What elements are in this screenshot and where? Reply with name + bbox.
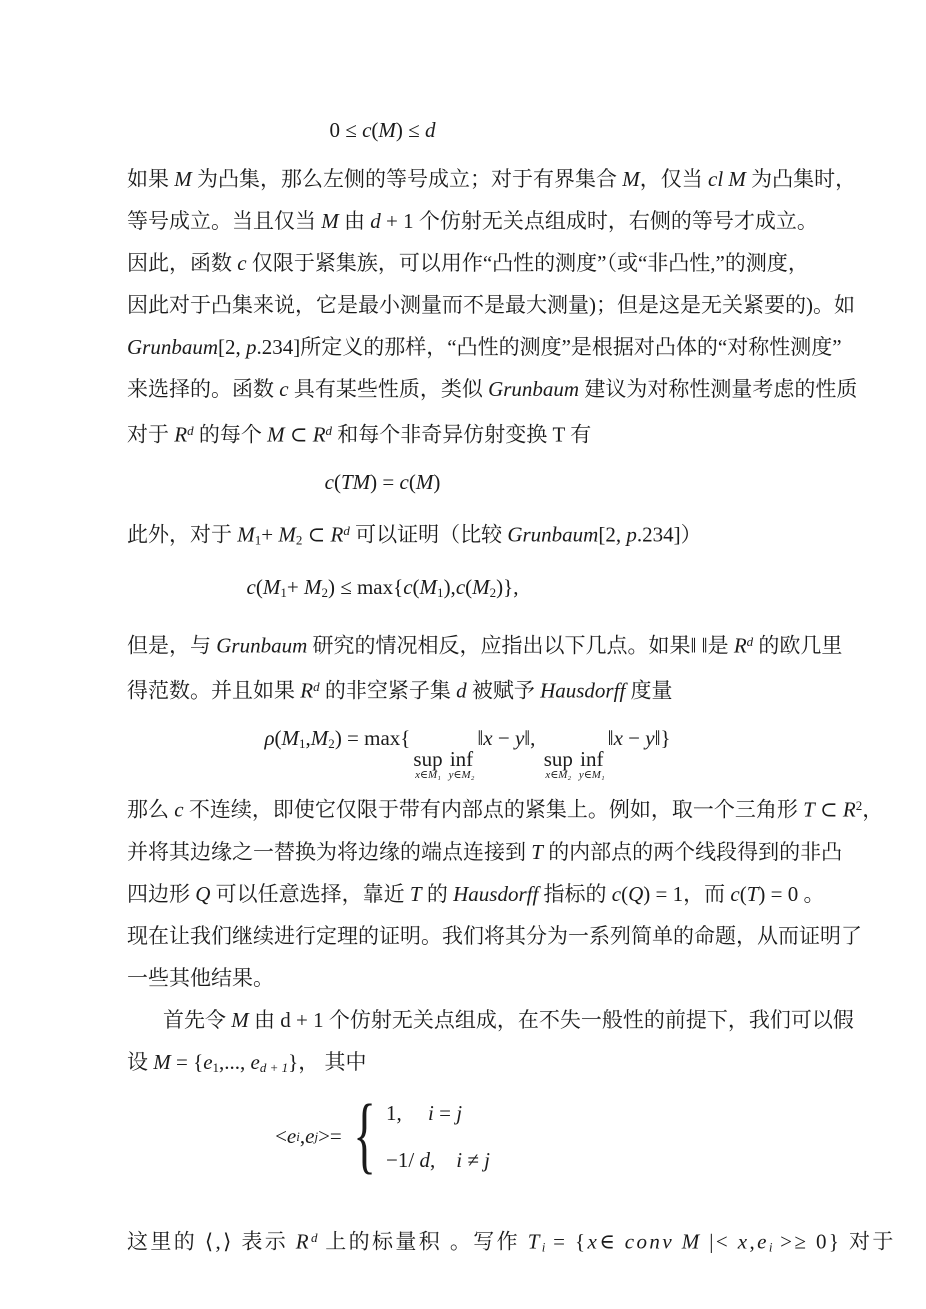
text-segment: + 1 个仿射无关点组成时，右侧的等号才成立。 xyxy=(380,209,818,233)
text-segment: ) ≤ xyxy=(395,118,425,142)
text-segment: + xyxy=(286,574,304,599)
text-segment: 度量 xyxy=(625,678,673,703)
text-segment: d xyxy=(456,678,467,703)
text-segment: M xyxy=(321,209,339,233)
text-segment: conv M xyxy=(624,1229,702,1254)
text-segment: Q xyxy=(195,881,211,906)
text-segment: 此外，对于 xyxy=(127,522,238,546)
text-segment: 1 xyxy=(299,735,306,751)
text-segment: 1 xyxy=(280,584,287,600)
text-segment: ， xyxy=(862,797,884,822)
text-segment: 2 xyxy=(328,735,335,751)
text-line xyxy=(127,666,808,712)
text-segment: M xyxy=(378,118,396,142)
text-segment: y xyxy=(514,725,525,750)
text-segment: i xyxy=(428,1100,434,1125)
text-segment: R xyxy=(295,1229,312,1254)
text-segment: ∈ xyxy=(599,1229,625,1254)
inner-product-lhs xyxy=(275,1124,342,1149)
text-segment: 的非空紧子集 xyxy=(319,678,457,703)
text-segment: d xyxy=(746,633,754,649)
text-segment: M xyxy=(262,574,281,599)
text-segment: − xyxy=(622,725,646,750)
text-line xyxy=(127,1041,808,1089)
text-segment: 由 xyxy=(338,209,371,233)
text-segment: , xyxy=(305,725,311,750)
text-segment: d xyxy=(424,118,436,142)
text-segment: , xyxy=(749,1229,758,1254)
text-segment: ( xyxy=(412,574,420,599)
text-segment: T xyxy=(409,881,422,906)
text-segment: M xyxy=(278,522,296,546)
text-segment: ) = xyxy=(370,469,400,494)
text-segment: 具有某些性质，类似 xyxy=(288,377,489,401)
text-segment: ) = 0 。 xyxy=(758,881,825,906)
text-segment: + xyxy=(261,522,279,546)
text-segment: j xyxy=(314,1128,319,1144)
text-segment: Grunbaum xyxy=(127,335,219,359)
text-segment: 仅限于紧集族，可以用作“凸性的测度”（或“非凸性,”的测度， xyxy=(246,251,809,275)
text-segment: 等号成立。当且仅当 xyxy=(127,209,322,233)
text-segment: ( xyxy=(255,574,263,599)
text-segment: T xyxy=(531,839,543,864)
text-segment: ，仅当 xyxy=(639,167,708,191)
text-segment: 现在让我们继续进行定理的证明。我们将其分为一系列简单的命题，从而证明了 xyxy=(127,923,862,948)
text-segment: d xyxy=(343,522,350,538)
text-segment: 上的标量积 。写作 xyxy=(317,1229,528,1254)
text-line xyxy=(127,284,855,326)
text-segment: ( xyxy=(333,469,341,494)
text-line xyxy=(127,158,857,200)
text-line xyxy=(127,200,818,242)
text-segment: Grunbaum xyxy=(216,633,308,658)
text-segment: T xyxy=(803,797,815,822)
text-segment: c xyxy=(174,797,184,822)
text-segment: M xyxy=(472,574,490,599)
text-segment: p xyxy=(626,522,637,546)
text-segment: e xyxy=(757,1229,769,1254)
text-segment: Q xyxy=(628,881,644,906)
text-segment: c xyxy=(730,881,740,906)
text-segment: j xyxy=(456,1100,463,1125)
text-segment: 2 xyxy=(489,584,497,600)
text-line xyxy=(127,1217,896,1268)
text-segment: e xyxy=(286,1124,297,1149)
text-segment: M xyxy=(174,167,192,191)
text-segment: Grunbaum xyxy=(507,522,599,546)
text-segment: c xyxy=(324,469,334,494)
operator-limit: x∈M₂ xyxy=(545,769,572,782)
text-segment: 为凸集时， xyxy=(745,167,857,191)
text-segment: x xyxy=(613,725,623,750)
text-line xyxy=(127,873,825,915)
text-segment: 不连续，即使它仅限于带有内部点的紧集上。例如，取一个三角形 xyxy=(183,797,804,822)
limit-operator xyxy=(413,746,443,782)
text-segment: i xyxy=(541,1239,546,1255)
text-line xyxy=(127,999,854,1041)
text-segment: 的欧几里 xyxy=(753,633,843,658)
text-segment: R xyxy=(174,422,188,447)
text-segment: >≥ 0} 对于 xyxy=(772,1229,896,1254)
text-segment: Hausdorff xyxy=(540,678,626,703)
text-line xyxy=(127,621,843,667)
text-segment: c xyxy=(455,574,466,599)
text-segment: y xyxy=(645,725,655,750)
text-segment: 来选择的。函数 xyxy=(127,377,280,401)
text-segment: 和每个非奇异仿射变换 T 有 xyxy=(332,422,592,447)
text-segment: 的 xyxy=(421,881,454,906)
text-segment: R xyxy=(330,522,344,546)
text-segment: d xyxy=(370,209,381,233)
text-segment: 1 xyxy=(254,531,262,547)
text-segment: c xyxy=(399,469,409,494)
cases-formula: < e i , e j >= { 1, i = j −1/ d, i ≠ j xyxy=(275,1085,490,1182)
text-line xyxy=(127,326,842,368)
text-segment: Hausdorff xyxy=(453,881,539,906)
formula-line xyxy=(127,714,808,782)
text-segment: c xyxy=(279,377,289,401)
text-segment: M xyxy=(267,422,285,447)
text-segment: ) ≤ max{ xyxy=(327,574,404,599)
text-segment: 可以任意选择，靠近 xyxy=(210,881,410,906)
text-segment: 因此对于凸集来说，它是最小测量而不是最大测量)；但是这是无关紧要的)。如 xyxy=(127,293,855,317)
text-segment: ( xyxy=(408,469,416,494)
text-segment: ( xyxy=(621,881,629,906)
text-segment: ) xyxy=(433,469,441,494)
text-segment: M xyxy=(231,1007,249,1032)
text-segment: , xyxy=(429,1147,457,1172)
text-segment: 那么 xyxy=(127,797,175,822)
text-segment: ‖ ‖ xyxy=(690,633,708,658)
text-segment: 被赋予 xyxy=(466,678,541,703)
text-segment: M xyxy=(303,574,322,599)
text-segment: M xyxy=(415,469,434,494)
text-segment: ρ xyxy=(264,725,275,750)
text-segment: |< xyxy=(701,1229,738,1254)
text-segment: i xyxy=(768,1239,773,1255)
text-segment: R xyxy=(300,678,314,703)
text-segment: M xyxy=(419,574,438,599)
text-segment: ( xyxy=(274,725,282,750)
text-segment: 0 ≤ xyxy=(329,118,363,142)
operator-name: inf xyxy=(580,746,604,771)
text-segment: ‖} xyxy=(654,725,671,750)
text-segment: 2 xyxy=(321,584,328,600)
text-line xyxy=(127,410,808,456)
text-segment: M xyxy=(622,167,640,191)
text-segment: j xyxy=(484,1147,490,1172)
text-line xyxy=(127,368,858,410)
text-segment: )}, xyxy=(496,574,519,599)
text-segment: 1 xyxy=(437,584,444,600)
text-segment: 首先令 xyxy=(163,1007,232,1032)
text-segment: 可以证明（比较 xyxy=(349,522,508,546)
text-segment: ), xyxy=(443,574,456,599)
text-segment: c xyxy=(237,251,247,275)
operator-limit: y∈M₁ xyxy=(578,769,605,782)
text-segment: − xyxy=(492,725,515,750)
text-segment: i xyxy=(296,1128,300,1144)
text-segment: M xyxy=(153,1049,171,1074)
text-segment: c xyxy=(362,118,372,142)
text-segment: }， 其中 xyxy=(288,1049,367,1074)
cases-row xyxy=(386,1148,490,1173)
text-segment: 这里的 ⟨,⟩ 表示 xyxy=(127,1229,296,1254)
text-segment: M xyxy=(237,522,255,546)
text-segment: p xyxy=(246,335,257,359)
text-segment: ⊂ xyxy=(814,797,843,822)
text-segment: d xyxy=(419,1147,430,1172)
text-segment: M xyxy=(310,725,329,750)
text-segment: M xyxy=(281,725,300,750)
text-segment: e xyxy=(305,1124,315,1149)
text-segment: , xyxy=(299,1124,306,1149)
operator-limit: x∈M₁ xyxy=(415,769,441,782)
formula-line xyxy=(127,458,808,506)
text-segment: ⊂ xyxy=(284,422,313,447)
text-segment: 的内部点的两个线段得到的非凸 xyxy=(542,839,843,864)
text-segment: 一些其他结果。 xyxy=(127,965,274,990)
text-segment: ‖, xyxy=(524,725,541,750)
operator-name: sup xyxy=(543,746,573,771)
text-segment: R xyxy=(842,797,856,822)
text-segment: 为凸集，那么左侧的等号成立；对于有界集合 xyxy=(191,167,623,191)
text-segment: 如果 xyxy=(127,167,175,191)
cases-rows xyxy=(386,1101,490,1173)
text-segment: ) = 1，而 xyxy=(643,881,731,906)
text-segment: Grunbaum xyxy=(488,377,580,401)
text-segment: ( xyxy=(739,881,747,906)
text-segment: >= xyxy=(318,1124,342,1149)
text-segment: ,..., xyxy=(219,1049,251,1074)
text-segment: < xyxy=(275,1124,287,1149)
text-segment: = xyxy=(433,1100,457,1125)
text-segment: 但是，与 xyxy=(127,633,217,658)
text-segment: ( xyxy=(465,574,473,599)
text-segment: 因此，函数 xyxy=(127,251,238,275)
text-segment: ⊂ xyxy=(302,522,331,546)
formula-line xyxy=(127,106,808,154)
text-segment: .234]） xyxy=(636,522,702,546)
formula-line xyxy=(127,563,808,617)
text-segment: 1 xyxy=(212,1059,220,1075)
text-segment: 对于 xyxy=(127,422,175,447)
text-segment: −1/ xyxy=(386,1147,420,1172)
text-line xyxy=(127,831,843,873)
text-line xyxy=(127,242,808,284)
text-segment: 2 xyxy=(855,798,863,814)
text-segment: [2, xyxy=(598,522,627,546)
operator-name: inf xyxy=(449,746,474,771)
limit-operator xyxy=(448,746,475,782)
text-segment: R xyxy=(733,633,747,658)
limit-operator xyxy=(543,746,573,782)
text-segment: x xyxy=(483,725,493,750)
text-segment: d + 1 xyxy=(259,1059,289,1075)
text-segment: 建议为对称性测量考虑的性质 xyxy=(579,377,858,401)
text-segment: c xyxy=(403,574,413,599)
text-line xyxy=(127,785,884,831)
text-segment: ≠ xyxy=(462,1147,485,1172)
text-segment: d xyxy=(313,679,320,695)
text-segment: e xyxy=(250,1049,260,1074)
text-segment: d xyxy=(325,423,333,438)
text-segment: e xyxy=(203,1049,213,1074)
text-segment: T xyxy=(527,1229,542,1254)
text-segment: c xyxy=(246,574,256,599)
text-segment: R xyxy=(312,422,326,447)
text-segment: [2, xyxy=(218,335,247,359)
text-line xyxy=(127,957,808,999)
text-segment: 并将其边缘之一替换为将边缘的端点连接到 xyxy=(127,839,532,864)
text-segment: d xyxy=(187,423,194,438)
text-segment: TM xyxy=(340,469,371,494)
text-segment: ‖ xyxy=(477,725,484,750)
text-line xyxy=(127,915,862,957)
text-segment: 指标的 xyxy=(538,881,612,906)
cases-row xyxy=(386,1101,490,1126)
text-segment: x xyxy=(737,1229,750,1254)
text-segment: 的每个 xyxy=(193,422,268,447)
text-segment: 是 xyxy=(707,633,734,658)
text-line xyxy=(127,510,808,561)
text-segment: 由 d + 1 个仿射无关点组成，在不失一般性的前提下，我们可以假 xyxy=(248,1007,854,1032)
text-segment: 设 xyxy=(127,1049,154,1074)
text-segment: 1, xyxy=(386,1100,429,1125)
operator-name: sup xyxy=(413,746,443,771)
text-segment: = { xyxy=(545,1229,588,1254)
text-segment: i xyxy=(456,1147,463,1172)
text-segment: c xyxy=(611,881,622,906)
text-segment: T xyxy=(746,881,759,906)
text-segment: 2 xyxy=(295,531,303,547)
operator-limit: y∈M₂ xyxy=(448,769,475,782)
text-segment: cl M xyxy=(708,167,746,191)
limit-operator xyxy=(578,746,605,782)
text-segment: ) = max{ xyxy=(334,725,411,750)
text-segment: 得范数。并且如果 xyxy=(127,678,301,703)
text-segment: 研究的情况相反，应指出以下几点。如果 xyxy=(307,633,691,658)
text-segment: 四边形 xyxy=(127,881,196,906)
text-segment: ‖ xyxy=(607,725,614,750)
text-segment: d xyxy=(311,1229,318,1245)
text-segment: .234]所定义的那样，“凸性的测度”是根据对凸体的“对称性测度” xyxy=(256,335,842,359)
text-segment: ( xyxy=(371,118,379,142)
text-segment: x xyxy=(587,1229,600,1254)
text-segment: = { xyxy=(170,1049,204,1074)
